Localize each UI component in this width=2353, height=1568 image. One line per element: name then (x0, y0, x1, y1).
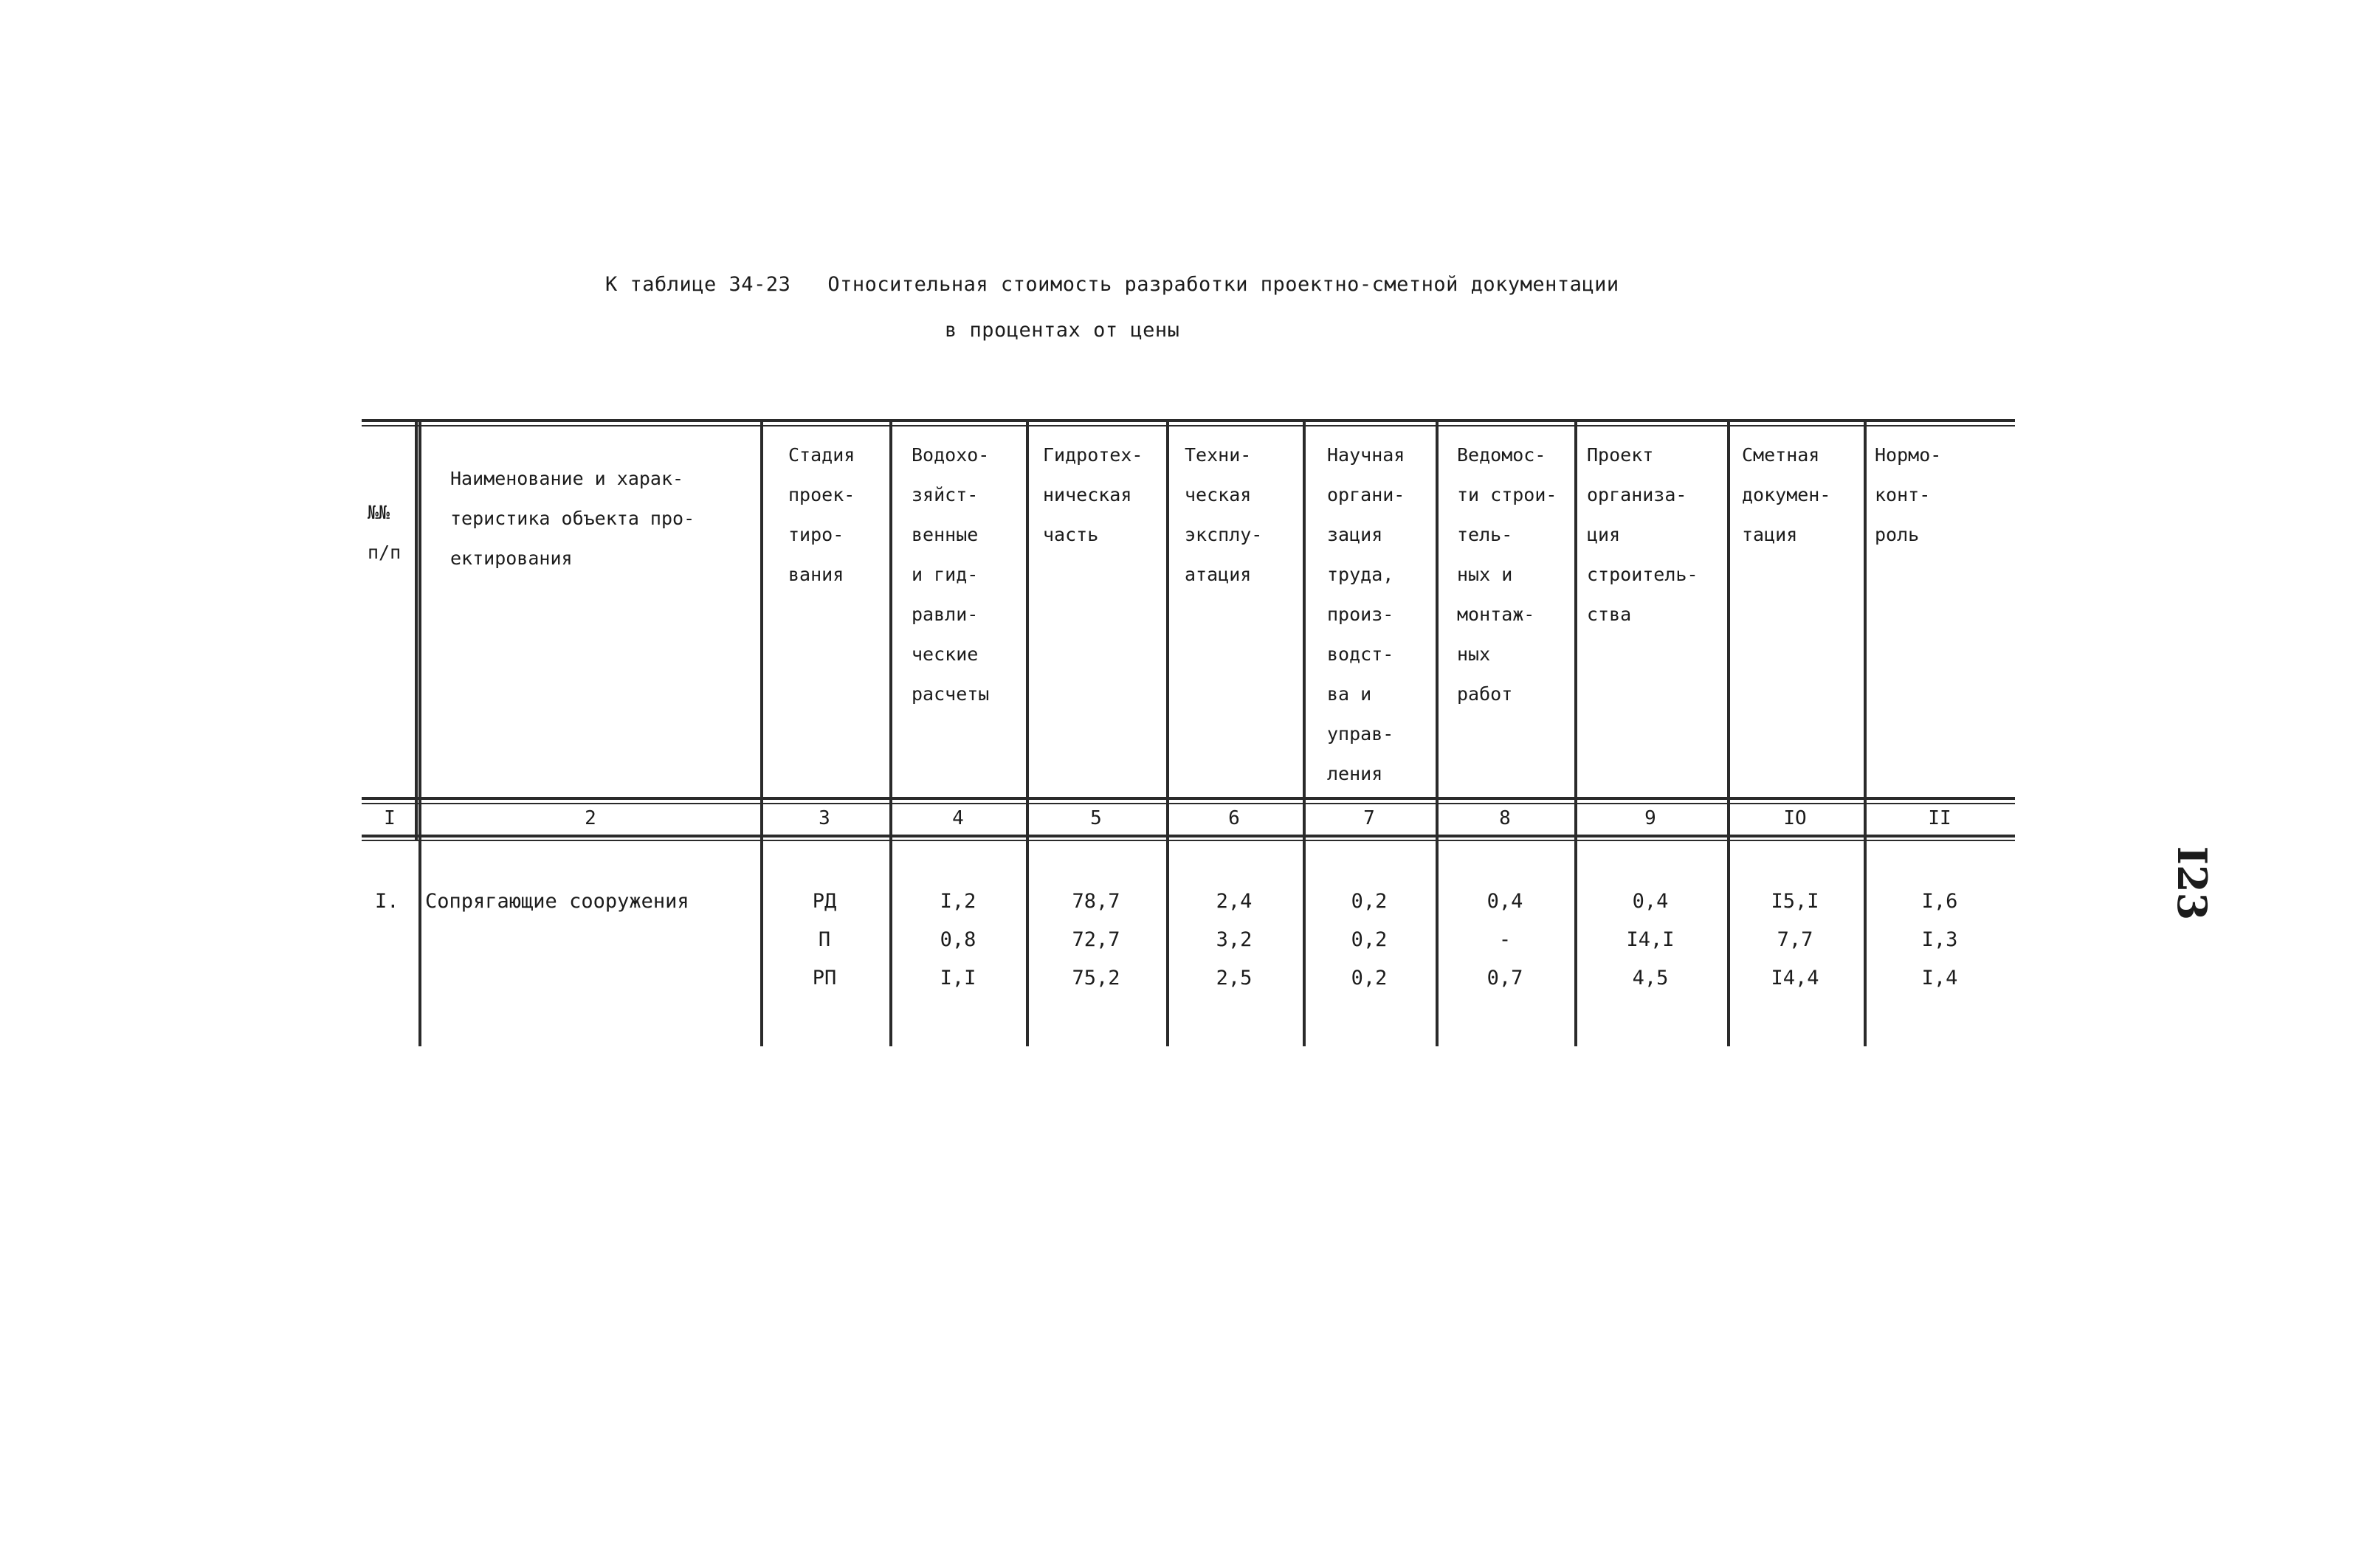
header-technical-operation: Техни- ческая эксплу- атация (1185, 444, 1263, 585)
column-number: 2 (585, 807, 596, 829)
header-hydrotechnical-part: Гидротех- ническая часть (1043, 444, 1143, 545)
column-number: IO (1783, 807, 1807, 829)
value-cell: 0,4 (1486, 890, 1523, 913)
value-cell: I,I (940, 967, 976, 990)
value-cell: 0,7 (1486, 967, 1523, 990)
column-number: 8 (1499, 807, 1511, 829)
column-divider (415, 419, 418, 841)
value-cell: 3,2 (1216, 928, 1253, 951)
title-line-2: в процентах от цены (945, 319, 1180, 342)
column-number: 6 (1228, 807, 1240, 829)
value-cell: 75,2 (1072, 967, 1120, 990)
value-cell: 2,5 (1216, 967, 1253, 990)
table-top-rule-thin (362, 425, 2015, 426)
value-cell: - (1498, 928, 1512, 951)
value-cell: I5,I (1771, 890, 1819, 913)
column-divider (1026, 419, 1029, 1046)
value-cell: 72,7 (1072, 928, 1120, 951)
column-divider (1303, 419, 1306, 1046)
column-number: 7 (1363, 807, 1375, 829)
title-main: Относительная стоимость разработки проектно-сметной документации (827, 273, 1619, 296)
value-cell: I,4 (1921, 967, 1958, 990)
header-design-stage: Стадия проек- тиро- вания (788, 444, 855, 585)
stage-cell: РП (812, 967, 837, 990)
column-divider (1864, 419, 1867, 1046)
column-number: I (384, 807, 396, 829)
value-cell: I4,4 (1771, 967, 1819, 990)
table-top-rule (362, 419, 2015, 422)
value-cell: 0,2 (1351, 890, 1388, 913)
header-water-calculations: Водохо- зяйст- венные и гид- равли- ческие расчеты (912, 444, 990, 705)
title-line-1 (605, 273, 1619, 296)
title-prefix: К таблице 34-23 (605, 273, 791, 296)
column-divider (1574, 419, 1577, 1046)
cost-table (362, 419, 2015, 1046)
column-number: 3 (819, 807, 830, 829)
value-cell: 2,4 (1216, 890, 1253, 913)
header-construction-organization: Проект организа- ция строитель- ства (1587, 444, 1698, 625)
header-labor-organization: Научная органи- зация труда, произ- водст- ва и управ- ления (1327, 444, 1405, 784)
value-cell: 7,7 (1777, 928, 1813, 951)
value-cell: I4,I (1626, 928, 1675, 951)
column-number: 9 (1644, 807, 1656, 829)
value-cell: 0,2 (1351, 928, 1388, 951)
column-divider (1727, 419, 1730, 1046)
value-cell: I,3 (1921, 928, 1958, 951)
column-number: II (1928, 807, 1951, 829)
column-numbers-rule (362, 835, 2015, 837)
header-bottom-rule-thin (362, 803, 2015, 804)
value-cell: I,2 (940, 890, 976, 913)
value-cell: 0,4 (1632, 890, 1669, 913)
header-norm-control: Нормо- конт- роль (1875, 444, 1942, 545)
header-num: №№ п/п (368, 502, 402, 563)
header-estimate-documentation: Сметная докумен- тация (1742, 444, 1831, 545)
value-cell: 4,5 (1632, 967, 1669, 990)
column-divider (889, 419, 892, 1046)
page-number: I23 (2168, 846, 2216, 921)
column-divider (760, 419, 763, 1046)
column-divider (1166, 419, 1169, 1046)
column-divider (1436, 419, 1439, 1046)
stage-cell: П (818, 928, 831, 951)
column-number: 4 (952, 807, 964, 829)
value-cell: 0,2 (1351, 967, 1388, 990)
row-number: I. (375, 890, 399, 913)
value-cell: 78,7 (1072, 890, 1120, 913)
stage-cell: РД (812, 890, 837, 913)
column-numbers-rule-thin (362, 840, 2015, 841)
value-cell: 0,8 (940, 928, 976, 951)
column-divider (418, 419, 421, 1046)
column-number: 5 (1090, 807, 1102, 829)
header-bottom-rule (362, 797, 2015, 800)
header-work-lists: Ведомос- ти строи- тель- ных и монтаж- ных работ (1457, 444, 1557, 705)
value-cell: I,6 (1921, 890, 1958, 913)
row-object-name: Сопрягающие сооружения (425, 890, 689, 913)
header-object-name: Наименование и харак- теристика объекта про- ектирования (450, 468, 695, 569)
